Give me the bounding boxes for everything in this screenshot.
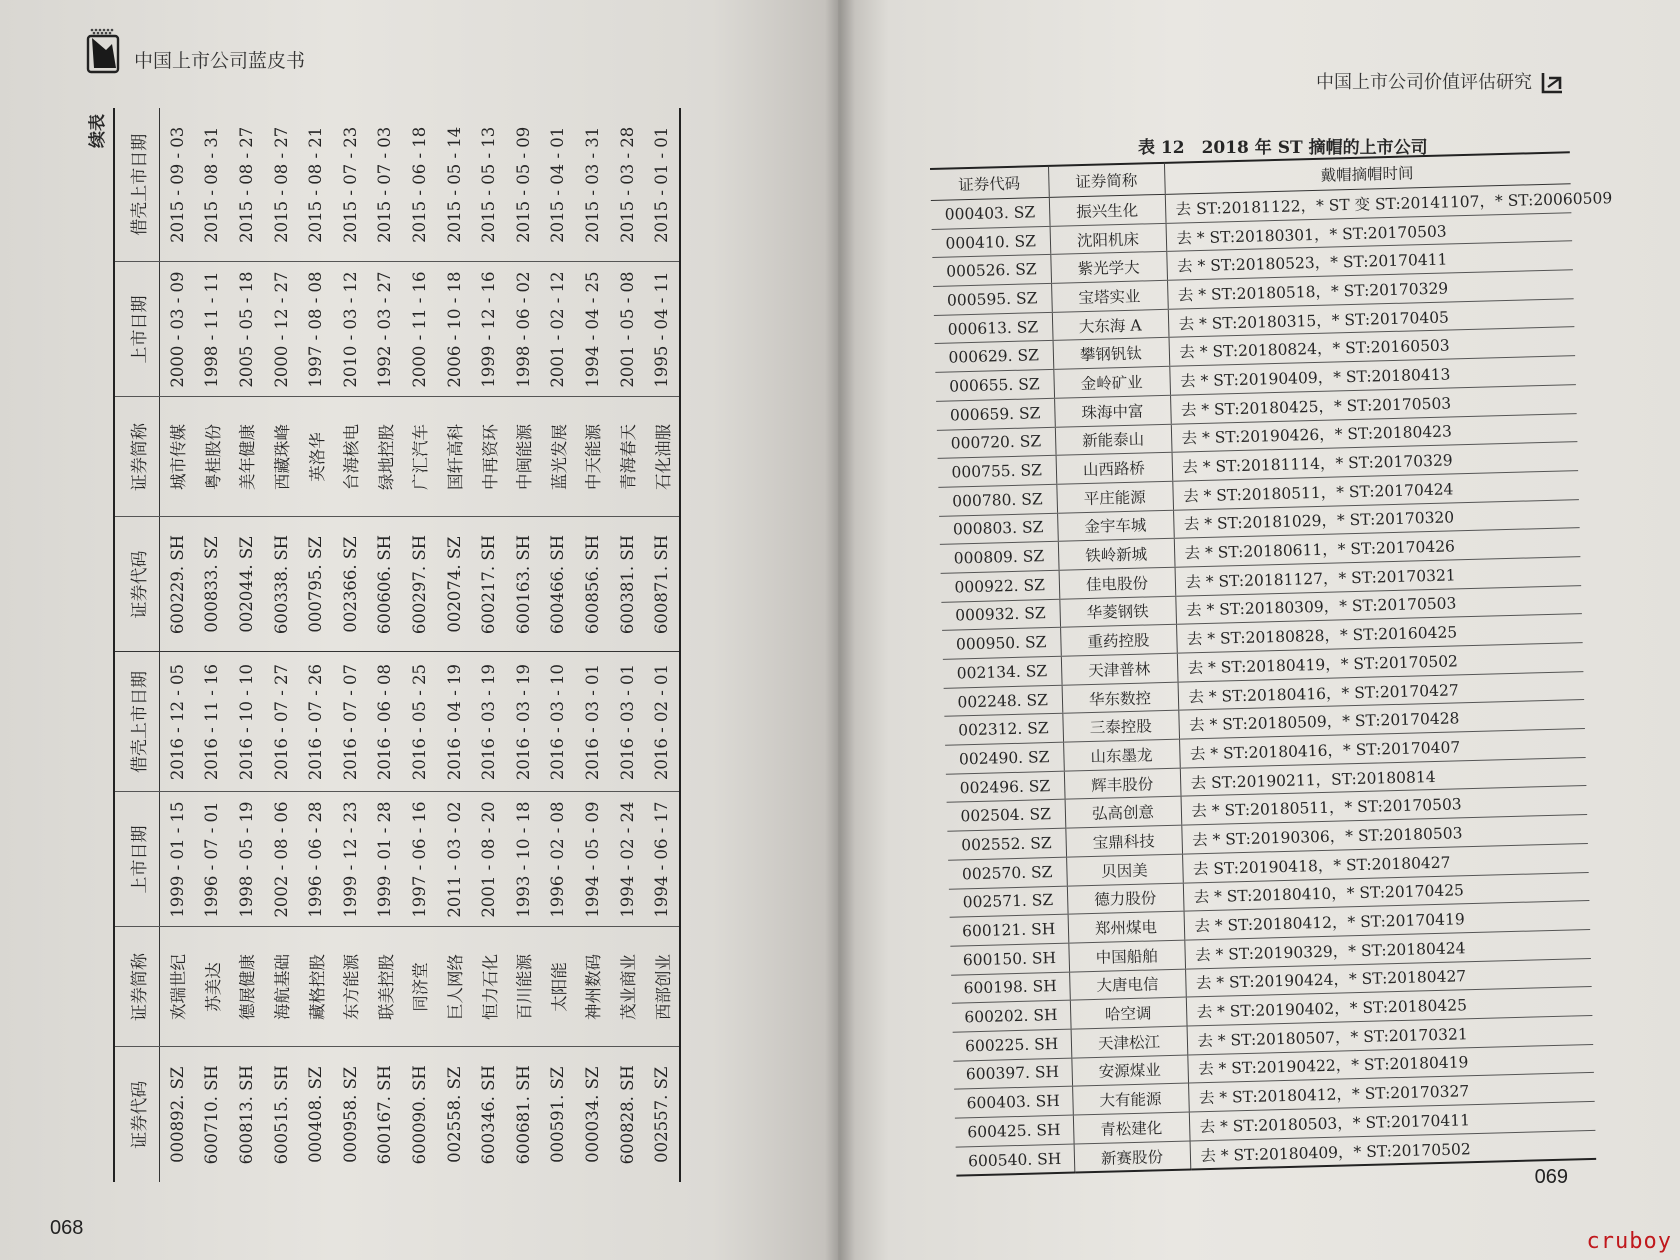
table-cell: 600198. SH <box>951 972 1070 1004</box>
table-cell: 郑州煤电 <box>1068 911 1185 943</box>
table-cell: 去 * ST:20180511，* ST:20170503 <box>1181 786 1588 825</box>
table-cell: 哈空调 <box>1070 997 1187 1029</box>
table-cell: 002134. SZ <box>943 656 1062 688</box>
table-cell: 去 * ST:20180425，* ST:20170503 <box>1170 384 1577 423</box>
table-cell: 1999 - 01 - 28 <box>368 792 403 927</box>
table-cell: 2015 - 05 - 09 <box>506 108 541 262</box>
table-cell: 600856. SH <box>575 517 610 652</box>
table-cell: 1994 - 04 - 25 <box>575 262 610 397</box>
table-row <box>298 108 333 1182</box>
table-cell: 000403. SZ <box>931 197 1050 229</box>
table-cell: 1994 - 02 - 24 <box>610 792 645 927</box>
table-cell: 1999 - 12 - 16 <box>471 262 506 397</box>
table-cell: 去 * ST:20190402，* ST:20180425 <box>1186 987 1593 1026</box>
table-cell: 2015 - 01 - 01 <box>644 108 680 262</box>
table-cell: 600090. SH <box>409 1065 429 1165</box>
table-cell: 000034. SZ <box>582 1066 602 1163</box>
table-cell: 天津松江 <box>1071 1026 1188 1058</box>
table-cell: 紫光学大 <box>1050 252 1167 284</box>
table-cell: 去 * ST:20180416，* ST:20170407 <box>1179 729 1586 768</box>
table-cell: 东方能源 <box>333 927 368 1047</box>
table-cell: 青松建化 <box>1073 1112 1190 1144</box>
table-cell: 000720. SZ <box>937 427 1056 459</box>
table-cell: 600163. SH <box>506 517 541 652</box>
table-row <box>160 108 195 1182</box>
watermark: cruboy <box>1586 1229 1672 1254</box>
table-cell: 000892. SZ <box>167 1066 187 1163</box>
table-cell: 联美控股 <box>368 927 403 1047</box>
column-header: 借壳上市日期 <box>114 652 160 792</box>
table-cell: 2016 - 11 - 16 <box>195 652 230 792</box>
table-cell: 600710. SH <box>202 1065 222 1165</box>
table-cell: 2015 - 06 - 18 <box>402 108 437 262</box>
table-cell: 002571. SZ <box>949 886 1068 918</box>
table-cell: 去 * ST:20180507，* ST:20170321 <box>1187 1015 1594 1054</box>
table-cell: 600813. SH <box>236 1065 256 1165</box>
table-cell: 600403. SH <box>954 1086 1073 1118</box>
table-cell: 山东墨龙 <box>1063 739 1180 771</box>
table-cell: 平庄能源 <box>1056 481 1173 513</box>
table-cell: 苏美达 <box>195 927 230 1047</box>
book-icon <box>86 28 122 74</box>
table-cell: 宝塔实业 <box>1051 280 1168 312</box>
table-cell: 2000 - 03 - 09 <box>160 262 195 397</box>
book-series-title: 中国上市公司蓝皮书 <box>134 50 306 72</box>
table-cell: 600229. SH <box>160 517 195 652</box>
table-cell: 000629. SZ <box>935 341 1054 373</box>
table-cell: 攀钢钒钛 <box>1053 338 1170 370</box>
table-cell: 藏格控股 <box>298 927 333 1047</box>
table-cell: 2016 - 03 - 10 <box>541 652 576 792</box>
table-cell: 宝鼎科技 <box>1065 825 1182 857</box>
table-cell: 2015 - 04 - 01 <box>541 108 576 262</box>
table-cell: 1992 - 03 - 27 <box>368 262 403 397</box>
table-cell: 002248. SZ <box>944 685 1063 717</box>
table-cell: 2016 - 03 - 19 <box>506 652 541 792</box>
table-cell: 000780. SZ <box>938 484 1057 516</box>
table-row <box>368 108 403 1182</box>
table-cell: 铁岭新城 <box>1058 538 1175 570</box>
left-page <box>0 0 838 1260</box>
table-cell: 重药控股 <box>1060 625 1177 657</box>
table-cell: 2016 - 03 - 01 <box>610 652 645 792</box>
table-cell: 600681. SH <box>513 1065 533 1165</box>
table-cell: 2015 - 03 - 28 <box>610 108 645 262</box>
table-cell: 蓝光发展 <box>541 397 576 517</box>
table-cell: 002570. SZ <box>948 857 1067 889</box>
table-cell: 000950. SZ <box>942 628 1061 660</box>
table-cell: 神州数码 <box>575 927 610 1047</box>
table-cell: 去 * ST:20181029，* ST:20170320 <box>1173 499 1580 538</box>
table-cell: 去 * ST:20190426，* ST:20180423 <box>1171 413 1578 452</box>
table-cell: 2001 - 02 - 12 <box>541 262 576 397</box>
table-row <box>264 108 299 1182</box>
table-cell: 新能泰山 <box>1055 424 1172 456</box>
table-cell: 贝因美 <box>1066 854 1183 886</box>
table-cell: 000795. SZ <box>298 517 333 652</box>
table-cell: 002504. SZ <box>947 800 1066 832</box>
table-cell: 去 ST:20190211，ST:20180814 <box>1180 757 1587 796</box>
table-cell: 000410. SZ <box>932 226 1051 258</box>
table-cell: 2005 - 05 - 18 <box>229 262 264 397</box>
table-cell: 天津普林 <box>1061 653 1178 685</box>
table-cell: 002366. SZ <box>333 517 368 652</box>
table-cell: 2016 - 07 - 26 <box>298 652 333 792</box>
column-header: 证券代码 <box>129 1080 150 1149</box>
table-cell: 1999 - 01 - 15 <box>160 792 195 927</box>
table-cell: 去 * ST:20180511，* ST:20170424 <box>1172 471 1579 510</box>
table-cell: 去 ST:20181122，* ST 变 ST:20141107，* ST:20060509 <box>1165 184 1572 223</box>
table-cell: 2010 - 03 - 12 <box>333 262 368 397</box>
column-header: 上市日期 <box>114 792 160 927</box>
table-cell: 2016 - 06 - 08 <box>368 652 403 792</box>
table-cell: 2001 - 05 - 08 <box>610 262 645 397</box>
table-cell: 同济堂 <box>402 927 437 1047</box>
table-cell: 去 * ST:20180503，* ST:20170411 <box>1189 1101 1596 1140</box>
table-cell: 000833. SZ <box>195 517 230 652</box>
page-number-left: 068 <box>50 1217 84 1239</box>
table-row <box>575 108 610 1182</box>
table-cell: 000659. SZ <box>936 398 1055 430</box>
table-cell: 1996 - 06 - 28 <box>298 792 333 927</box>
table-12-region <box>930 151 1613 1177</box>
table-cell: 恒力石化 <box>471 927 506 1047</box>
continued-table-region <box>85 108 701 1182</box>
table-cell: 去 * ST:20180412，* ST:20170327 <box>1188 1073 1595 1112</box>
table-cell: 002074. SZ <box>437 517 472 652</box>
table-cell: 去 * ST:20190424，* ST:20180427 <box>1185 958 1592 997</box>
table-cell: 2002 - 08 - 06 <box>264 792 299 927</box>
table-cell: 1998 - 11 - 11 <box>195 262 230 397</box>
table-cell: 台海核电 <box>333 397 368 517</box>
table-cell: 茂业商业 <box>610 927 645 1047</box>
table-row <box>471 108 506 1182</box>
table-cell: 大有能源 <box>1072 1083 1189 1115</box>
table-cell: 粤桂股份 <box>195 397 230 517</box>
table-cell: 2016 - 05 - 25 <box>402 652 437 792</box>
table-cell: 2015 - 05 - 14 <box>437 108 472 262</box>
table-cell: 600338. SH <box>264 517 299 652</box>
continued-label: 续表 <box>88 114 108 148</box>
table-cell: 去 * ST:20180309，* ST:20170503 <box>1175 585 1582 624</box>
table-cell: 去 ST:20190418，* ST:20180427 <box>1182 843 1589 882</box>
table-row <box>437 108 472 1182</box>
table-cell: 000526. SZ <box>932 255 1051 287</box>
table-cell: 1996 - 02 - 08 <box>541 792 576 927</box>
table-cell: 2015 - 09 - 03 <box>160 108 195 262</box>
table-cell: 600515. SH <box>271 1065 291 1165</box>
table-cell: 去 * ST:20181127，* ST:20170321 <box>1175 557 1582 596</box>
table-cell: 去 * ST:20190409，* ST:20180413 <box>1169 356 1576 395</box>
table-cell: 英洛华 <box>298 397 333 517</box>
table-cell: 000922. SZ <box>941 570 1060 602</box>
table-cell: 600828. SH <box>617 1065 637 1165</box>
column-header: 证券简称 <box>114 927 160 1047</box>
table-cell: 去 * ST:20181114，* ST:20170329 <box>1172 442 1579 481</box>
table-cell: 去 * ST:20180523，* ST:20170411 <box>1166 241 1573 280</box>
table-cell: 1996 - 07 - 01 <box>195 792 230 927</box>
table-cell: 2000 - 12 - 27 <box>264 262 299 397</box>
table-cell: 2015 - 08 - 31 <box>195 108 230 262</box>
table-cell: 000613. SZ <box>934 312 1053 344</box>
column-header: 证券简称 <box>114 397 160 517</box>
table-cell: 2011 - 03 - 02 <box>437 792 472 927</box>
table-cell: 青海春天 <box>610 397 645 517</box>
table-cell: 2016 - 07 - 27 <box>264 652 299 792</box>
table-cell: 海航基础 <box>264 927 299 1047</box>
table-cell: 1999 - 12 - 23 <box>333 792 368 927</box>
table-cell: 金宇车城 <box>1057 510 1174 542</box>
table-cell: 600606. SH <box>368 517 403 652</box>
book-gutter-shadow <box>825 0 855 1260</box>
table-cell: 去 * ST:20190306，* ST:20180503 <box>1181 815 1588 854</box>
table-cell: 西藏珠峰 <box>264 397 299 517</box>
table-cell: 1993 - 10 - 18 <box>506 792 541 927</box>
column-header: 借壳上市日期 <box>114 108 160 262</box>
table-cell: 沈阳机床 <box>1050 223 1167 255</box>
table-cell: 去 * ST:20180419，* ST:20170502 <box>1177 643 1584 682</box>
table-cell: 城市传媒 <box>160 397 195 517</box>
table-cell: 去 * ST:20180611，* ST:20170426 <box>1174 528 1581 567</box>
table-cell: 2016 - 02 - 01 <box>644 652 680 792</box>
table-header-row <box>114 108 160 1182</box>
table-cell: 2015 - 08 - 27 <box>264 108 299 262</box>
column-header: 证券代码 <box>114 517 160 652</box>
table-cell: 000803. SZ <box>939 513 1058 545</box>
continued-backdoor-listing-table <box>113 108 681 1182</box>
table-cell: 1997 - 06 - 16 <box>402 792 437 927</box>
table-cell: 德展健康 <box>229 927 264 1047</box>
table-cell: 中国船舶 <box>1068 940 1185 972</box>
table-cell: 600297. SH <box>402 517 437 652</box>
table-cell: 百川能源 <box>506 927 541 1047</box>
table-cell: 000755. SZ <box>938 455 1057 487</box>
table-row <box>541 108 576 1182</box>
table-cell: 去 * ST:20180409，* ST:20170502 <box>1190 1130 1597 1170</box>
table-cell: 2016 - 03 - 01 <box>575 652 610 792</box>
table-cell: 金岭矿业 <box>1053 366 1170 398</box>
table-cell: 山西路桥 <box>1056 452 1173 484</box>
table-cell: 000655. SZ <box>935 369 1054 401</box>
table-cell: 太阳能 <box>541 927 576 1047</box>
table-cell: 600121. SH <box>950 914 1069 946</box>
table-cell: 去 * ST:20180412，* ST:20170419 <box>1184 901 1591 940</box>
table-cell: 珠海中富 <box>1054 395 1171 427</box>
table-cell: 去 * ST:20180824，* ST:20160503 <box>1169 327 1576 366</box>
table-cell: 2016 - 07 - 07 <box>333 652 368 792</box>
table-row <box>610 108 645 1182</box>
table-cell: 002312. SZ <box>944 714 1063 746</box>
table-cell: 1997 - 08 - 08 <box>298 262 333 397</box>
table-cell: 佳电股份 <box>1059 567 1176 599</box>
table-cell: 中闽能源 <box>506 397 541 517</box>
table-cell: 000595. SZ <box>933 283 1052 315</box>
table-cell: 辉丰股份 <box>1064 768 1181 800</box>
table-cell: 2016 - 12 - 05 <box>160 652 195 792</box>
table-cell: 去 * ST:20180416，* ST:20170427 <box>1178 671 1585 710</box>
table-cell: 2015 - 07 - 23 <box>333 108 368 262</box>
table-cell: 去 * ST:20180301，* ST:20170503 <box>1166 212 1573 251</box>
table-cell: 美年健康 <box>229 397 264 517</box>
corner-arrow-icon <box>1540 70 1568 96</box>
table-12-title: 表 12 2018 年 ST 摘帽的上市公司 <box>1138 138 1428 158</box>
table-cell: 华菱钢铁 <box>1059 596 1176 628</box>
table-cell: 1998 - 05 - 19 <box>229 792 264 927</box>
table-row <box>402 108 437 1182</box>
table-cell: 600381. SH <box>610 517 645 652</box>
table-cell: 1998 - 06 - 02 <box>506 262 541 397</box>
table-cell: 去 * ST:20180410，* ST:20170425 <box>1183 872 1590 911</box>
table-cell: 德力股份 <box>1067 883 1184 915</box>
table-cell: 000958. SZ <box>340 1066 360 1163</box>
table-cell: 002552. SZ <box>947 828 1066 860</box>
table-cell: 2016 - 03 - 19 <box>471 652 506 792</box>
table-cell: 巨人网络 <box>437 927 472 1047</box>
table-cell: 振兴生化 <box>1049 194 1166 226</box>
table-cell: 600540. SH <box>956 1144 1075 1176</box>
table-cell: 2015 - 07 - 03 <box>368 108 403 262</box>
table-row <box>229 108 264 1182</box>
table-cell: 2015 - 08 - 27 <box>229 108 264 262</box>
table-cell: 600346. SH <box>479 1065 499 1165</box>
table-cell: 广汇汽车 <box>402 397 437 517</box>
table-cell: 600225. SH <box>953 1029 1072 1061</box>
table-cell: 西部创业 <box>644 927 680 1047</box>
column-header: 证券简称 <box>1048 163 1165 198</box>
table-cell: 绿地控股 <box>368 397 403 517</box>
right-running-header: 中国上市公司价值评估研究 <box>1316 72 1532 93</box>
table-cell: 2015 - 03 - 31 <box>575 108 610 262</box>
table-cell: 600425. SH <box>955 1115 1074 1147</box>
table-cell: 600217. SH <box>471 517 506 652</box>
table-cell: 中天能源 <box>575 397 610 517</box>
table-cell: 1994 - 05 - 09 <box>575 792 610 927</box>
table-cell: 600150. SH <box>950 943 1069 975</box>
table-cell: 000408. SZ <box>306 1066 326 1163</box>
table-cell: 2001 - 08 - 20 <box>471 792 506 927</box>
table-cell: 1995 - 04 - 11 <box>644 262 680 397</box>
table-cell: 中再资环 <box>471 397 506 517</box>
table-cell: 600167. SH <box>375 1065 395 1165</box>
table-cell: 去 * ST:20190329，* ST:20180424 <box>1184 929 1591 968</box>
st-removed-companies-table <box>930 151 1613 1177</box>
table-row <box>195 108 230 1182</box>
table-cell: 华东数控 <box>1062 682 1179 714</box>
table-cell: 去 * ST:20180518，* ST:20170329 <box>1167 270 1574 309</box>
table-cell: 1994 - 06 - 17 <box>644 792 680 927</box>
table-cell: 弘高创意 <box>1065 797 1182 829</box>
table-cell: 000932. SZ <box>941 599 1060 631</box>
table-cell: 去 * ST:20180828，* ST:20160425 <box>1176 614 1583 653</box>
table-cell: 600466. SH <box>541 517 576 652</box>
table-cell: 去 * ST:20180509，* ST:20170428 <box>1178 700 1585 739</box>
table-cell: 2015 - 08 - 21 <box>298 108 333 262</box>
table-cell: 去 * ST:20190422，* ST:20180419 <box>1187 1044 1594 1083</box>
table-cell: 去 * ST:20180315，* ST:20170405 <box>1168 298 1575 337</box>
table-cell: 2000 - 11 - 16 <box>402 262 437 397</box>
page-number-right: 069 <box>1534 1166 1568 1188</box>
column-header: 上市日期 <box>114 262 160 397</box>
table-cell: 石化油服 <box>644 397 680 517</box>
table-cell: 新赛股份 <box>1074 1141 1191 1173</box>
table-row <box>644 108 680 1182</box>
table-cell: 大东海 A <box>1052 309 1169 341</box>
table-cell: 002496. SZ <box>946 771 1065 803</box>
table-cell: 安源煤业 <box>1071 1055 1188 1087</box>
table-cell: 600871. SH <box>644 517 680 652</box>
table-cell: 2006 - 10 - 18 <box>437 262 472 397</box>
table-cell: 600397. SH <box>953 1058 1072 1090</box>
table-cell: 002557. SZ <box>652 1066 672 1163</box>
table-cell: 大唐电信 <box>1069 969 1186 1001</box>
table-cell: 欢瑞世纪 <box>160 927 195 1047</box>
table-cell: 2016 - 04 - 19 <box>437 652 472 792</box>
table-cell: 002490. SZ <box>945 742 1064 774</box>
column-header: 证券代码 <box>930 166 1049 201</box>
column-header: 戴帽摘帽时间 <box>1164 152 1571 194</box>
table-row <box>506 108 541 1182</box>
table-cell: 国轩高科 <box>437 397 472 517</box>
table-cell: 2015 - 05 - 13 <box>471 108 506 262</box>
table-cell: 600202. SH <box>952 1000 1071 1032</box>
table-cell: 000809. SZ <box>940 542 1059 574</box>
table-cell: 三泰控股 <box>1062 711 1179 743</box>
table-cell: 002558. SZ <box>444 1066 464 1163</box>
table-cell: 002044. SZ <box>229 517 264 652</box>
table-row <box>333 108 368 1182</box>
table-cell: 2016 - 10 - 10 <box>229 652 264 792</box>
table-cell: 000591. SZ <box>548 1066 568 1163</box>
